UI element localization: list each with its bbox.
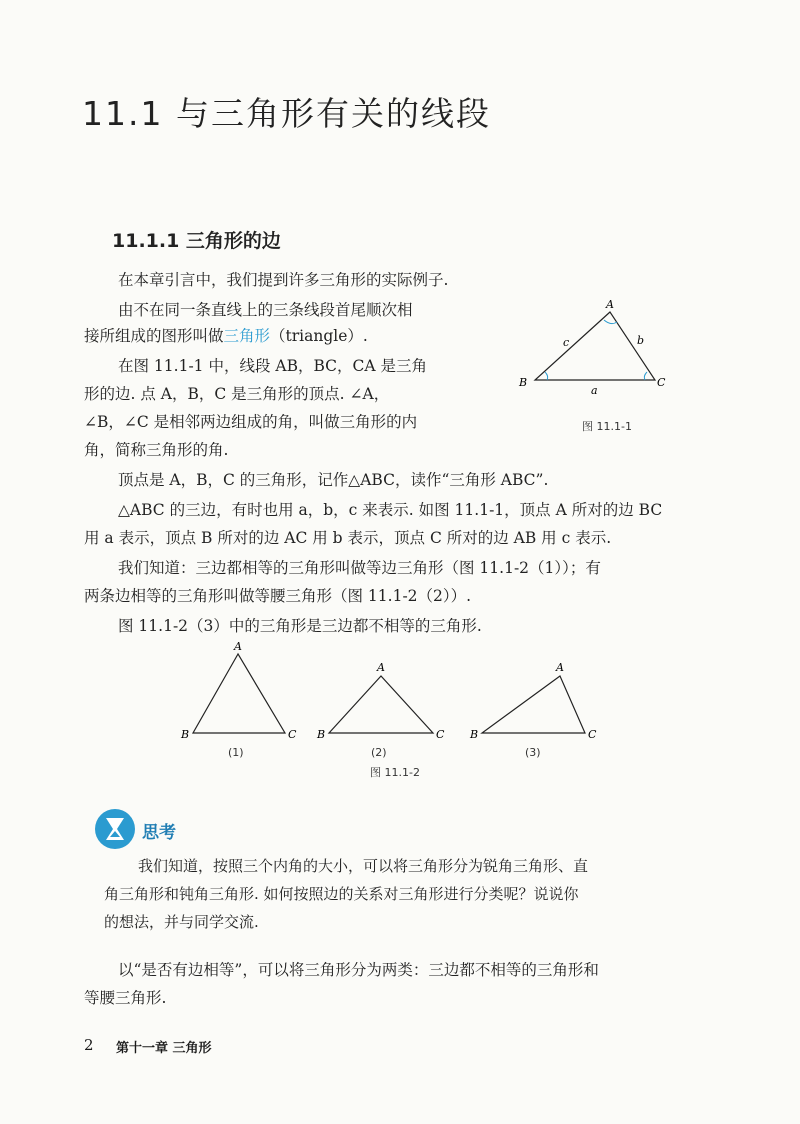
triangle-equilateral [193, 654, 285, 733]
label-vertex-a: A [606, 298, 614, 311]
chapter-footer: 第十一章 三角形 [116, 1041, 212, 1056]
iso-label-a: A [377, 661, 385, 674]
think-line-1: 我们知道，按照三个内角的大小，可以将三角形分为锐角三角形、直 [138, 857, 589, 875]
sub-caption-1: (1) [228, 746, 244, 759]
paragraph-notation: 顶点是 A，B，C 的三角形，记作△ABC，读作“三角形 ABC”. [118, 471, 549, 489]
page-number: 2 [84, 1036, 94, 1054]
definition-prefix: 接所组成的图形叫做 [84, 327, 224, 345]
think-line-2: 角三角形和钝角三角形. 如何按照边的关系对三角形进行分类呢？说说你 [104, 885, 579, 903]
conclusion-line-2: 等腰三角形. [84, 989, 167, 1007]
figure-11-1-1 [505, 296, 685, 406]
paragraph-definition-line1: 由不在同一条直线上的三条线段首尾顺次相 [118, 301, 413, 319]
sub-caption-2: (2) [371, 746, 387, 759]
triangle-scalene [482, 676, 585, 733]
paragraph-scalene: 图 11.1-2（3）中的三角形是三边都不相等的三角形. [118, 617, 482, 635]
angle-c-mark [644, 372, 647, 380]
figure-11-1-2-caption: 图 11.1-2 [370, 766, 420, 779]
triangle-isosceles [329, 676, 433, 733]
sca-label-b: B [470, 728, 479, 741]
paragraph-sides-line4: 角，简称三角形的角. [84, 441, 229, 459]
sca-label-a: A [556, 661, 564, 674]
paragraph-sides-line1: 在图 11.1-1 中，线段 AB，BC，CA 是三角 [118, 357, 427, 375]
subsection-title: 11.1.1 三角形的边 [112, 230, 281, 252]
sub-caption-3: (3) [525, 746, 541, 759]
think-title: 思考 [142, 823, 176, 843]
iso-label-b: B [317, 728, 326, 741]
label-vertex-b: B [519, 376, 528, 389]
definition-suffix: （triangle）. [270, 327, 368, 345]
term-triangle: 三角形 [223, 327, 271, 345]
paragraph-intro: 在本章引言中，我们提到许多三角形的实际例子. [118, 271, 449, 289]
paragraph-side-letters-line1: △ABC 的三边，有时也用 a，b，c 来表示. 如图 11.1-1，顶点 A 所对的边 BC [118, 501, 663, 519]
label-side-a: a [591, 384, 598, 397]
hourglass-icon [94, 808, 136, 850]
sca-label-c: C [588, 728, 597, 741]
eq-label-b: B [181, 728, 190, 741]
paragraph-side-letters-line2: 用 a 表示，顶点 B 所对的边 AC 用 b 表示，顶点 C 所对的边 AB 用 c 表示. [84, 529, 612, 547]
eq-label-c: C [288, 728, 297, 741]
angle-b-mark [545, 372, 548, 380]
paragraph-definition-line2 [84, 326, 368, 346]
eq-label-a: A [234, 640, 242, 653]
label-vertex-c: C [657, 376, 666, 389]
paragraph-classification-line1: 我们知道：三边都相等的三角形叫做等边三角形（图 11.1-2（1））；有 [118, 559, 601, 577]
label-side-b: b [637, 334, 645, 347]
iso-label-c: C [436, 728, 445, 741]
label-side-c: c [563, 336, 570, 349]
figure-11-1-1-caption: 图 11.1-1 [582, 420, 632, 433]
paragraph-classification-line2: 两条边相等的三角形叫做等腰三角形（图 11.1-2（2））. [84, 587, 472, 605]
paragraph-sides-line2: 形的边. 点 A，B，C 是三角形的顶点. ∠A， [84, 385, 390, 403]
paragraph-sides-line3: ∠B，∠C 是相邻两边组成的角，叫做三角形的内 [84, 413, 418, 431]
conclusion-line-1: 以“是否有边相等”，可以将三角形分为两类：三边都不相等的三角形和 [118, 961, 599, 979]
section-title: 11.1 与三角形有关的线段 [82, 94, 491, 133]
think-line-3: 的想法，并与同学交流. [104, 913, 259, 931]
